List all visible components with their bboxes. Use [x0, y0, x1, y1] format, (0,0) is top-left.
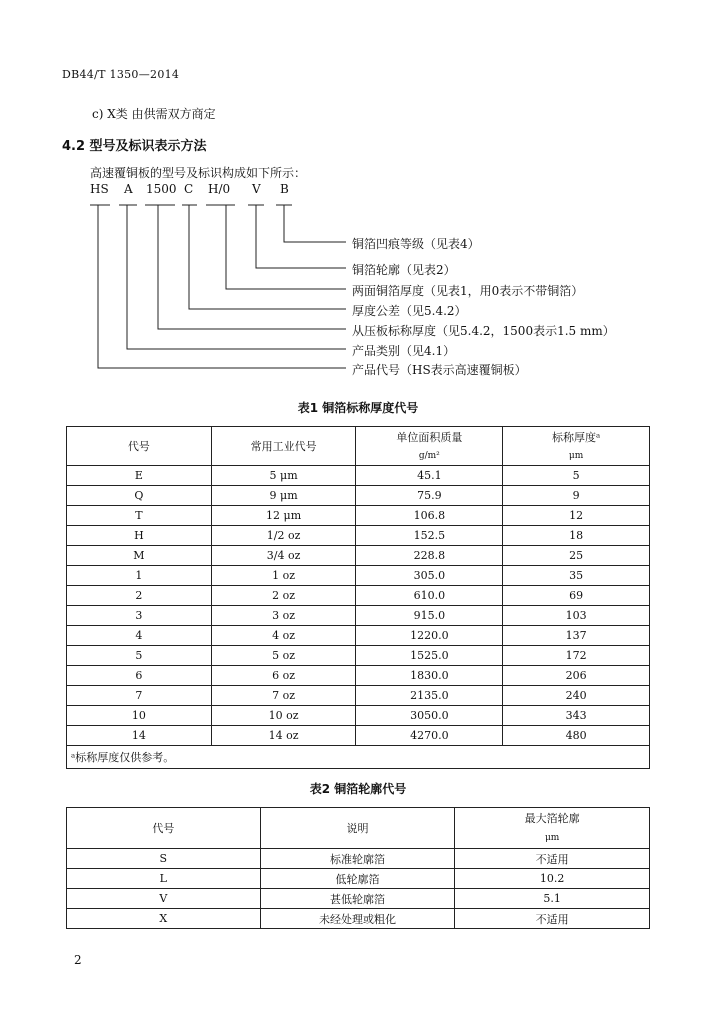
table2-row	[67, 889, 650, 909]
table1-cell: 137	[503, 626, 650, 646]
table2-cell: 低轮廓箔	[260, 869, 455, 889]
table1-row	[67, 486, 650, 506]
table2-cell: 不适用	[455, 849, 650, 869]
table1-cell: 152.5	[356, 526, 503, 546]
table1-cell: 1830.0	[356, 666, 503, 686]
legend-product-code: 产品代号（HS表示高速覆铜板）	[352, 363, 527, 377]
table2-cell: 未经处理或粗化	[260, 909, 455, 929]
table2-cell: V	[67, 889, 261, 909]
table2-cell: L	[67, 869, 261, 889]
table1-cell: 228.8	[356, 546, 503, 566]
table1-row	[67, 566, 650, 586]
table1-row	[67, 526, 650, 546]
table1-cell: 35	[503, 566, 650, 586]
table1-cell: Q	[67, 486, 212, 506]
table1-row	[67, 546, 650, 566]
table1-cell: 4270.0	[356, 726, 503, 746]
table1-cell: 5 oz	[211, 646, 356, 666]
table1-cell: 6	[67, 666, 212, 686]
model-structure-diagram	[0, 0, 724, 400]
table2-header-code: 代号	[67, 808, 261, 849]
table1-cell: H	[67, 526, 212, 546]
table1-cell: 12	[503, 506, 650, 526]
table1-cell: 3/4 oz	[211, 546, 356, 566]
table1-cell: 2135.0	[356, 686, 503, 706]
table2-unit-max-profile: μm	[455, 829, 650, 849]
table1-row	[67, 726, 650, 746]
table1-cell: 1525.0	[356, 646, 503, 666]
section-title: 4.2 型号及标识表示方法	[62, 139, 207, 154]
legend-foil-thickness: 两面铜箔厚度（见表1，用0表示不带铜箔）	[352, 284, 584, 298]
legend-product-category: 产品类别（见4.1）	[352, 344, 456, 358]
table1-cell: 1 oz	[211, 566, 356, 586]
table1-header-mass: 单位面积质量	[356, 427, 503, 447]
model-code: C	[184, 182, 194, 196]
legend-dent-grade: 铜箔凹痕等级（见表4）	[352, 237, 480, 251]
table1-cell: M	[67, 546, 212, 566]
table2-caption: 表2 铜箔轮廓代号	[309, 782, 407, 796]
table1-cell: 7	[67, 686, 212, 706]
table1-header-industry-code: 常用工业代号	[211, 427, 356, 466]
table1-row	[67, 606, 650, 626]
table1-cell: 915.0	[356, 606, 503, 626]
table1-row	[67, 626, 650, 646]
model-code: A	[124, 182, 133, 196]
table2-row	[67, 849, 650, 869]
table1-header-thickness: 标称厚度ᵃ	[503, 427, 650, 447]
model-code: H/0	[208, 182, 231, 196]
table1-cell: 106.8	[356, 506, 503, 526]
page-number: 2	[74, 953, 82, 967]
table1-cell: 2 oz	[211, 586, 356, 606]
table1-cell: 10	[67, 706, 212, 726]
table1-row	[67, 586, 650, 606]
table1-cell: T	[67, 506, 212, 526]
table1-row	[67, 706, 650, 726]
table1-cell: 7 oz	[211, 686, 356, 706]
table1-cell: 45.1	[356, 466, 503, 486]
table1-row	[67, 666, 650, 686]
table1-cell: 240	[503, 686, 650, 706]
table1-cell: 3050.0	[356, 706, 503, 726]
list-item-c: c) X类 由供需双方商定	[92, 107, 216, 121]
table1-cell: E	[67, 466, 212, 486]
table1-unit-mass: g/m²	[356, 446, 503, 466]
intro-text: 高速覆铜板的型号及标识构成如下所示：	[90, 166, 307, 180]
table2-cell: S	[67, 849, 261, 869]
table1-cell: 610.0	[356, 586, 503, 606]
table1-cell: 1/2 oz	[211, 526, 356, 546]
table1-cell: 9 μm	[211, 486, 356, 506]
table1-row	[67, 686, 650, 706]
model-code: B	[280, 182, 289, 196]
document-header: DB44/T 1350—2014	[62, 68, 180, 81]
legend-foil-profile: 铜箔轮廓（见表2）	[352, 263, 456, 277]
table1-cell: 6 oz	[211, 666, 356, 686]
table1-cell: 4	[67, 626, 212, 646]
table1-header-code: 代号	[67, 427, 212, 466]
table1-cell: 1220.0	[356, 626, 503, 646]
table2-row	[67, 869, 650, 889]
table1-cell: 103	[503, 606, 650, 626]
table1-cell: 480	[503, 726, 650, 746]
table1-unit-thickness: μm	[503, 446, 650, 466]
table1-footnote: ᵃ标称厚度仅供参考。	[67, 746, 650, 769]
table1-row	[67, 646, 650, 666]
table1-cell: 10 oz	[211, 706, 356, 726]
table2-cell: 标准轮廓箔	[260, 849, 455, 869]
table2-header-description: 说明	[260, 808, 455, 849]
table1-row	[67, 506, 650, 526]
table2-cell: 不适用	[455, 909, 650, 929]
table1-cell: 12 μm	[211, 506, 356, 526]
table1-cell: 14 oz	[211, 726, 356, 746]
table1-cell: 1	[67, 566, 212, 586]
table1-cell: 3 oz	[211, 606, 356, 626]
table1-cell: 5	[503, 466, 650, 486]
table1-cell: 343	[503, 706, 650, 726]
model-code: V	[252, 182, 261, 196]
table1-cell: 172	[503, 646, 650, 666]
table1-cell: 5	[67, 646, 212, 666]
table2-cell: X	[67, 909, 261, 929]
table1-cell: 2	[67, 586, 212, 606]
table1-cell: 18	[503, 526, 650, 546]
table1-cell: 69	[503, 586, 650, 606]
legend-nominal-thickness: 从压板标称厚度（见5.4.2，1500表示1.5 mm）	[352, 324, 615, 338]
table2-cell: 10.2	[455, 869, 650, 889]
table1-cell: 305.0	[356, 566, 503, 586]
table1-cell: 206	[503, 666, 650, 686]
table1-row	[67, 466, 650, 486]
legend-thickness-tolerance: 厚度公差（见5.4.2）	[352, 304, 467, 318]
table1-cell: 4 oz	[211, 626, 356, 646]
table1-cell: 5 μm	[211, 466, 356, 486]
table1-cell: 75.9	[356, 486, 503, 506]
table2-header-max-profile: 最大箔轮廓	[455, 808, 650, 829]
table1-cell: 3	[67, 606, 212, 626]
table1-cell: 14	[67, 726, 212, 746]
table2	[66, 807, 650, 929]
table1	[66, 426, 650, 769]
table1-cell: 25	[503, 546, 650, 566]
table2-cell: 甚低轮廓箔	[260, 889, 455, 909]
model-code: 1500	[146, 182, 177, 196]
table1-caption: 表1 铜箔标称厚度代号	[297, 401, 419, 415]
table2-row	[67, 909, 650, 929]
table1-cell: 9	[503, 486, 650, 506]
table2-cell: 5.1	[455, 889, 650, 909]
model-code: HS	[90, 182, 109, 196]
